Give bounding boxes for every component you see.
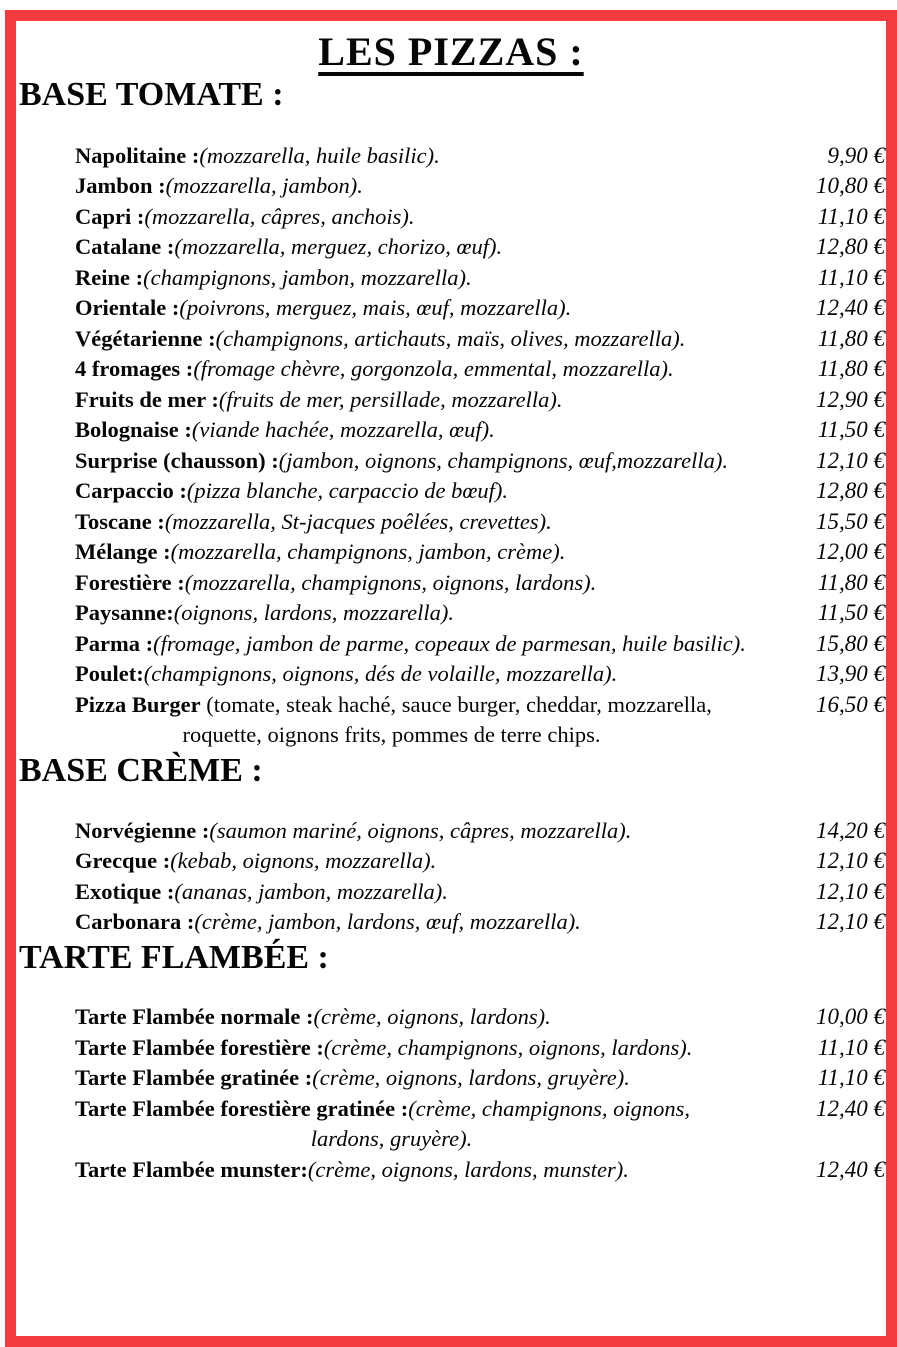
item-name: 4 fromages : [75,356,194,382]
item-price: 11,50 € [817,600,885,626]
section-base-tomate [16,75,886,751]
menu-items-list [16,816,886,938]
menu-item-row [75,232,886,263]
item-name: Végétarienne : [75,325,216,351]
item-name: Catalane : [75,234,175,260]
item-name: Toscane : [75,508,165,534]
item-price: 10,80 € [816,173,885,199]
item-price: 15,80 € [816,630,885,656]
menu-item-row [75,202,886,233]
item-ingredients: (crème, oignons, lardons). [313,1004,551,1030]
item-price: 13,90 € [816,661,885,687]
item-ingredients: (pizza blanche, carpaccio de bœuf). [186,478,509,504]
section-heading: BASE TOMATE : [19,76,284,113]
menu-item-row [75,1002,886,1033]
menu-item-row [75,171,886,202]
item-name: Norvégienne : [75,817,210,843]
item-ingredients: (oignons, lardons, mozzarella). [173,600,454,626]
item-price: 12,10 € [816,909,885,935]
item-ingredients-line2: lardons, gruyère). [310,1126,473,1152]
menu-item-row [75,877,886,908]
item-price: 16,50 € [816,691,885,717]
item-name: Orientale : [75,295,180,321]
item-name: Tarte Flambée forestière : [75,1034,324,1060]
menu-item-row [75,446,886,477]
menu-item-row [75,354,886,385]
item-ingredients-line2: roquette, oignons frits, pommes de terre chips. [182,722,601,748]
item-ingredients: (champignons, artichauts, maïs, olives, mozzarella). [215,325,686,351]
item-price: 12,40 € [816,295,885,321]
item-ingredients: (jambon, oignons, champignons, œuf,mozzarella). [278,447,728,473]
item-name: Pizza Burger [75,691,201,717]
item-name: Paysanne: [75,600,174,626]
item-ingredients: (champignons, jambon, mozzarella). [143,264,472,290]
item-ingredients: (ananas, jambon, mozzarella). [174,878,448,904]
item-ingredients: (poivrons, merguez, mais, œuf, mozzarella). [179,295,572,321]
item-price: 12,10 € [816,447,885,473]
menu-item-row [75,324,886,355]
item-price: 11,10 € [817,203,885,229]
item-ingredients: (viande hachée, mozzarella, œuf). [191,417,495,443]
menu-items-list [16,141,886,751]
item-name: Carpaccio : [75,478,187,504]
item-ingredients: (crème, oignons, lardons, munster). [307,1156,629,1182]
menu-item-row [75,598,886,629]
item-name: Fruits de mer : [75,386,219,412]
menu-item-row [75,1094,886,1155]
item-price: 12,10 € [816,878,885,904]
item-price: 12,90 € [816,386,885,412]
item-name: Jambon : [75,173,166,199]
section-heading: BASE CRÈME : [19,751,263,789]
item-name: Surprise (chausson) : [75,447,279,473]
menu-item-row [75,537,886,568]
menu-item-row [75,816,886,847]
item-name: Reine : [75,264,144,290]
menu-item-row [75,1155,886,1186]
menu-item-row [75,293,886,324]
item-name: Parma : [75,630,154,656]
item-price: 15,50 € [816,508,885,534]
menu-item-row [75,476,886,507]
section-tarte-flambee [16,938,886,1186]
item-ingredients: (mozzarella, champignons, jambon, crème). [170,539,566,565]
menu-items-list [16,1002,886,1185]
item-ingredients: (champignons, oignons, dés de volaille, mozzarella). [143,661,618,687]
item-ingredients: (tomate, steak haché, sauce burger, cheddar, mozzarella, [200,691,712,717]
item-name: Forestière : [75,569,185,595]
item-ingredients: (saumon mariné, oignons, câpres, mozzarella). [209,817,632,843]
menu-item-row [75,568,886,599]
item-ingredients: (mozzarella, champignons, oignons, lardons). [184,569,597,595]
item-ingredients: (crème, jambon, lardons, œuf, mozzarella). [194,909,581,935]
item-name: Grecque : [75,848,171,874]
item-price: 12,80 € [816,234,885,260]
item-ingredients: (kebab, oignons, mozzarella). [170,848,437,874]
item-price: 12,00 € [816,539,885,565]
item-name: Poulet: [75,661,144,687]
item-ingredients: (mozzarella, huile basilic). [199,142,440,168]
item-ingredients: (crème, champignons, oignons, lardons). [323,1034,693,1060]
item-price: 11,80 € [817,356,885,382]
item-price: 9,90 € [827,142,885,168]
item-price: 14,20 € [816,817,885,843]
page-title [16,28,886,75]
item-price: 11,10 € [817,1065,885,1091]
menu-item-row [75,846,886,877]
item-ingredients: (mozzarella, câpres, anchois). [144,203,415,229]
item-ingredients: (mozzarella, St-jacques poêlées, crevettes). [164,508,552,534]
menu-item-row [75,629,886,660]
item-name: Carbonara : [75,909,195,935]
menu-border-frame [5,10,897,1347]
page-title-text: LES PIZZAS : [318,29,584,74]
item-price: 12,40 € [816,1095,885,1121]
item-ingredients: (fromage chèvre, gorgonzola, emmental, mozzarella). [193,356,674,382]
item-ingredients: (mozzarella, merguez, chorizo, œuf). [174,234,503,260]
item-price: 11,80 € [817,569,885,595]
item-name: Bolognaise : [75,417,192,443]
menu-item-row [75,385,886,416]
item-name: Tarte Flambée normale : [75,1004,314,1030]
menu-item-row [75,507,886,538]
item-price: 11,80 € [817,325,885,351]
menu-item-row [75,690,886,751]
item-name: Tarte Flambée gratinée : [75,1065,313,1091]
menu-item-row [75,415,886,446]
item-ingredients: (fruits de mer, persillade, mozzarella). [218,386,563,412]
section-base-creme [16,751,886,938]
item-price: 12,80 € [816,478,885,504]
item-name: Napolitaine : [75,142,200,168]
item-ingredients: (crème, oignons, lardons, gruyère). [312,1065,630,1091]
section-heading: TARTE FLAMBÉE : [19,938,329,976]
item-price: 12,10 € [816,848,885,874]
item-ingredients: (crème, champignons, oignons, [408,1095,691,1121]
menu-item-row [75,1063,886,1094]
item-price: 12,40 € [816,1156,885,1182]
item-price: 11,10 € [817,1034,885,1060]
menu-item-row [75,659,886,690]
item-name: Capri : [75,203,145,229]
item-price: 11,10 € [817,264,885,290]
item-ingredients: (mozzarella, jambon). [165,173,363,199]
item-name: Tarte Flambée munster: [75,1156,308,1182]
menu-item-row [75,1033,886,1064]
item-name: Exotique : [75,878,175,904]
menu-item-row [75,263,886,294]
item-ingredients: (fromage, jambon de parme, copeaux de parmesan, huile basilic). [153,630,746,656]
item-name: Mélange : [75,539,171,565]
item-name: Tarte Flambée forestière gratinée : [75,1095,409,1121]
item-price: 10,00 € [816,1004,885,1030]
menu-item-row [75,141,886,172]
item-price: 11,50 € [817,417,885,443]
menu-item-row [75,907,886,938]
